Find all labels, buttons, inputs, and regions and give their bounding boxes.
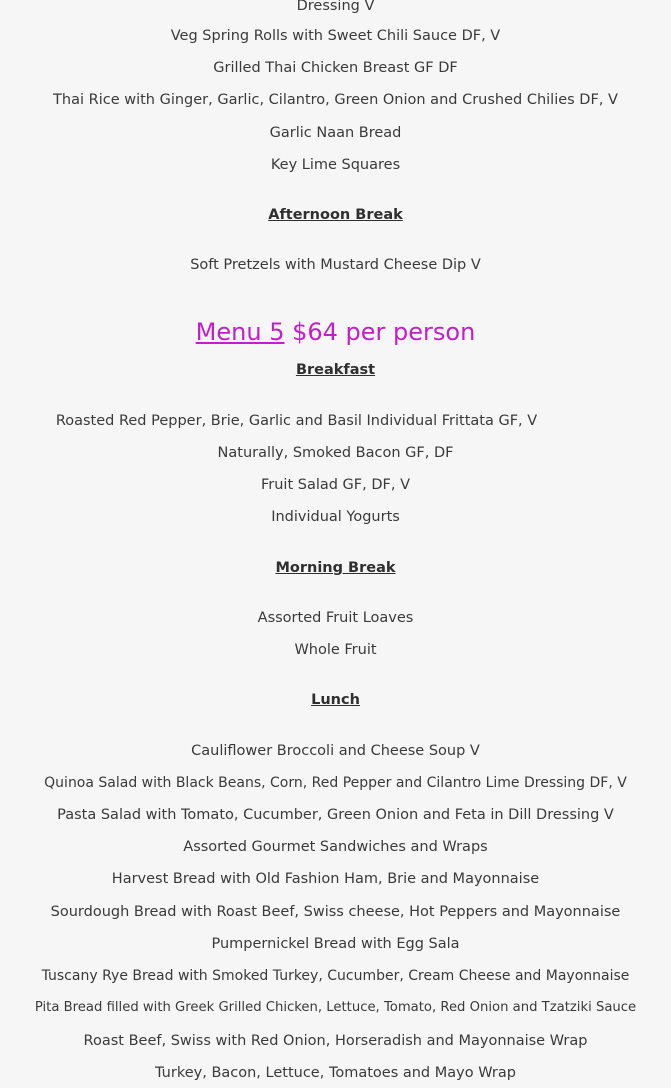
menu-item: Individual Yogurts (271, 509, 400, 525)
menu-item: Soft Pretzels with Mustard Cheese Dip V (190, 257, 481, 273)
menu-item: Pasta Salad with Tomato, Cucumber, Green Onion and Feta in Dill Dressing V (57, 807, 614, 823)
menu-item: Pita Bread filled with Greek Grilled Chicken, Lettuce, Tomato, Red Onion and Tzatziki Sauce (34, 1000, 637, 1015)
menu-title (0, 316, 671, 348)
menu-item: Fruit Salad GF, DF, V (260, 477, 410, 493)
menu-item: Pumpernickel Bread with Egg Sala (211, 936, 460, 952)
menu-item: Roasted Red Pepper, Brie, Garlic and Basil Individual Frittata GF, V (55, 413, 538, 429)
menu-item: Quinoa Salad with Black Beans, Corn, Red Pepper and Cilantro Lime Dressing DF, V (44, 775, 627, 791)
menu-item: Cauliflower Broccoli and Cheese Soup V (191, 743, 480, 759)
menu-item: Roast Beef, Swiss with Red Onion, Horseradish and Mayonnaise Wrap (83, 1033, 588, 1049)
menu-item: Sourdough Bread with Roast Beef, Swiss cheese, Hot Peppers and Mayonnaise (50, 904, 621, 920)
menu-item: Garlic Naan Bread (269, 125, 402, 141)
menu-item: Veg Spring Rolls with Sweet Chili Sauce DF, V (170, 28, 501, 44)
lunch-heading: Lunch (311, 692, 360, 708)
menu-item: Dressing V (296, 0, 375, 14)
menu-item: Assorted Gourmet Sandwiches and Wraps (183, 839, 488, 855)
morning-break-heading: Morning Break (275, 560, 396, 576)
menu-item: Key Lime Squares (270, 157, 401, 173)
afternoon-break-heading: Afternoon Break (268, 207, 403, 223)
menu-item: Grilled Thai Chicken Breast GF DF (213, 60, 458, 76)
menu-item: Harvest Bread with Old Fashion Ham, Brie and Mayonnaise (111, 871, 540, 887)
menu-item: Assorted Fruit Loaves (257, 610, 414, 626)
menu-item: Whole Fruit (294, 642, 377, 658)
menu-item: Tuscany Rye Bread with Smoked Turkey, Cucumber, Cream Cheese and Mayonnaise (41, 968, 630, 984)
menu-item: Naturally, Smoked Bacon GF, DF (217, 445, 454, 461)
menu-price: $64 per person (292, 318, 476, 346)
breakfast-heading: Breakfast (295, 362, 376, 378)
menu-item: Turkey, Bacon, Lettuce, Tomatoes and Mayo Wrap (155, 1065, 516, 1081)
menu-5-link[interactable]: Menu 5 (195, 318, 285, 346)
menu-item: Thai Rice with Ginger, Garlic, Cilantro, Green Onion and Crushed Chilies DF, V (53, 92, 618, 108)
